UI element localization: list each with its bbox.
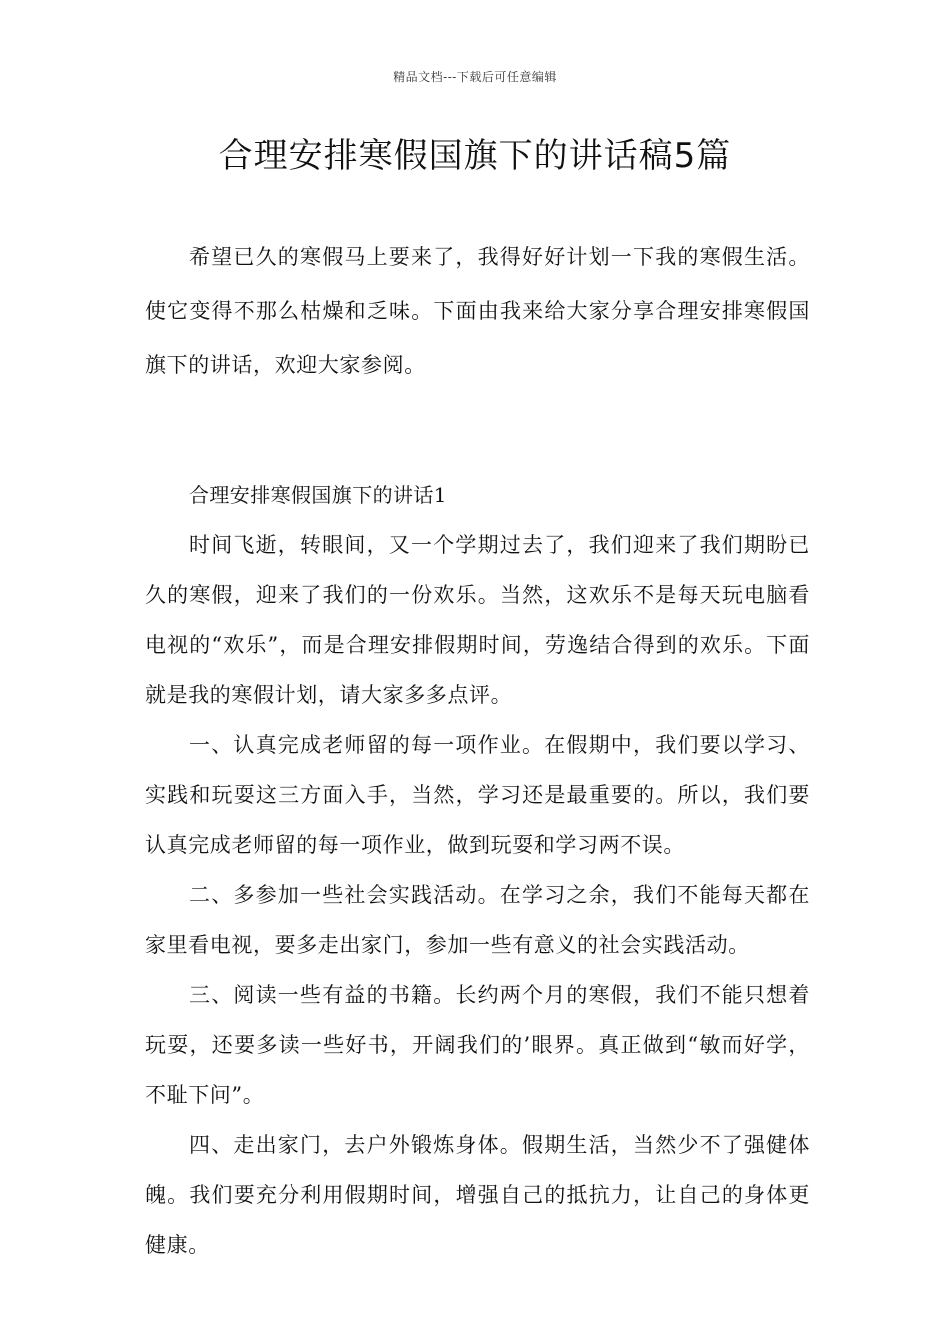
body-paragraph-5: 四、走出家门，去户外锻炼身体。假期生活，当然少不了强健体魄。我们要充分利用假期时间，增强自己的抵抗力，让自己的身体更健康。 (145, 1133, 810, 1257)
body-paragraph-4: 三、阅读一些有益的书籍。长约两个月的寒假，我们不能只想着玩耍，还要多读一些好书，开阔我们的’眼界。真正做到“敏而好学，不耻下问”。 (145, 983, 810, 1107)
body-paragraph-3: 二、多参加一些社会实践活动。在学习之余，我们不能每天都在家里看电视，要多走出家门，参加一些有意义的社会实践活动。 (145, 883, 810, 957)
document-body (145, 230, 810, 1270)
body-paragraph-2: 一、认真完成老师留的每一项作业。在假期中，我们要以学习、实践和玩耍这三方面入手，当然，学习还是最重要的。所以，我们要认真完成老师留的每一项作业，做到玩耍和学习两不误。 (145, 733, 810, 857)
intro-paragraph: 希望已久的寒假马上要来了，我得好好计划一下我的寒假生活。使它变得不那么枯燥和乏味。下面由我来给大家分享合理安排寒假国旗下的讲话，欢迎大家参阅。 (145, 245, 810, 377)
header-note: 精品文档---下载后可任意编辑 (393, 70, 557, 84)
section-heading: 合理安排寒假国旗下的讲话1 (189, 483, 447, 507)
body-paragraph-1: 时间飞逝，转眼间，又一个学期过去了，我们迎来了我们期盼已久的寒假，迎来了我们的一份欢乐。当然，这欢乐不是每天玩电脑看电视的“欢乐”，而是合理安排假期时间，劳逸结合得到的欢乐。下面就是我的寒假计划，请大家多多点评。 (145, 533, 810, 707)
document-title: 合理安排寒假国旗下的讲话稿5篇 (218, 136, 732, 176)
